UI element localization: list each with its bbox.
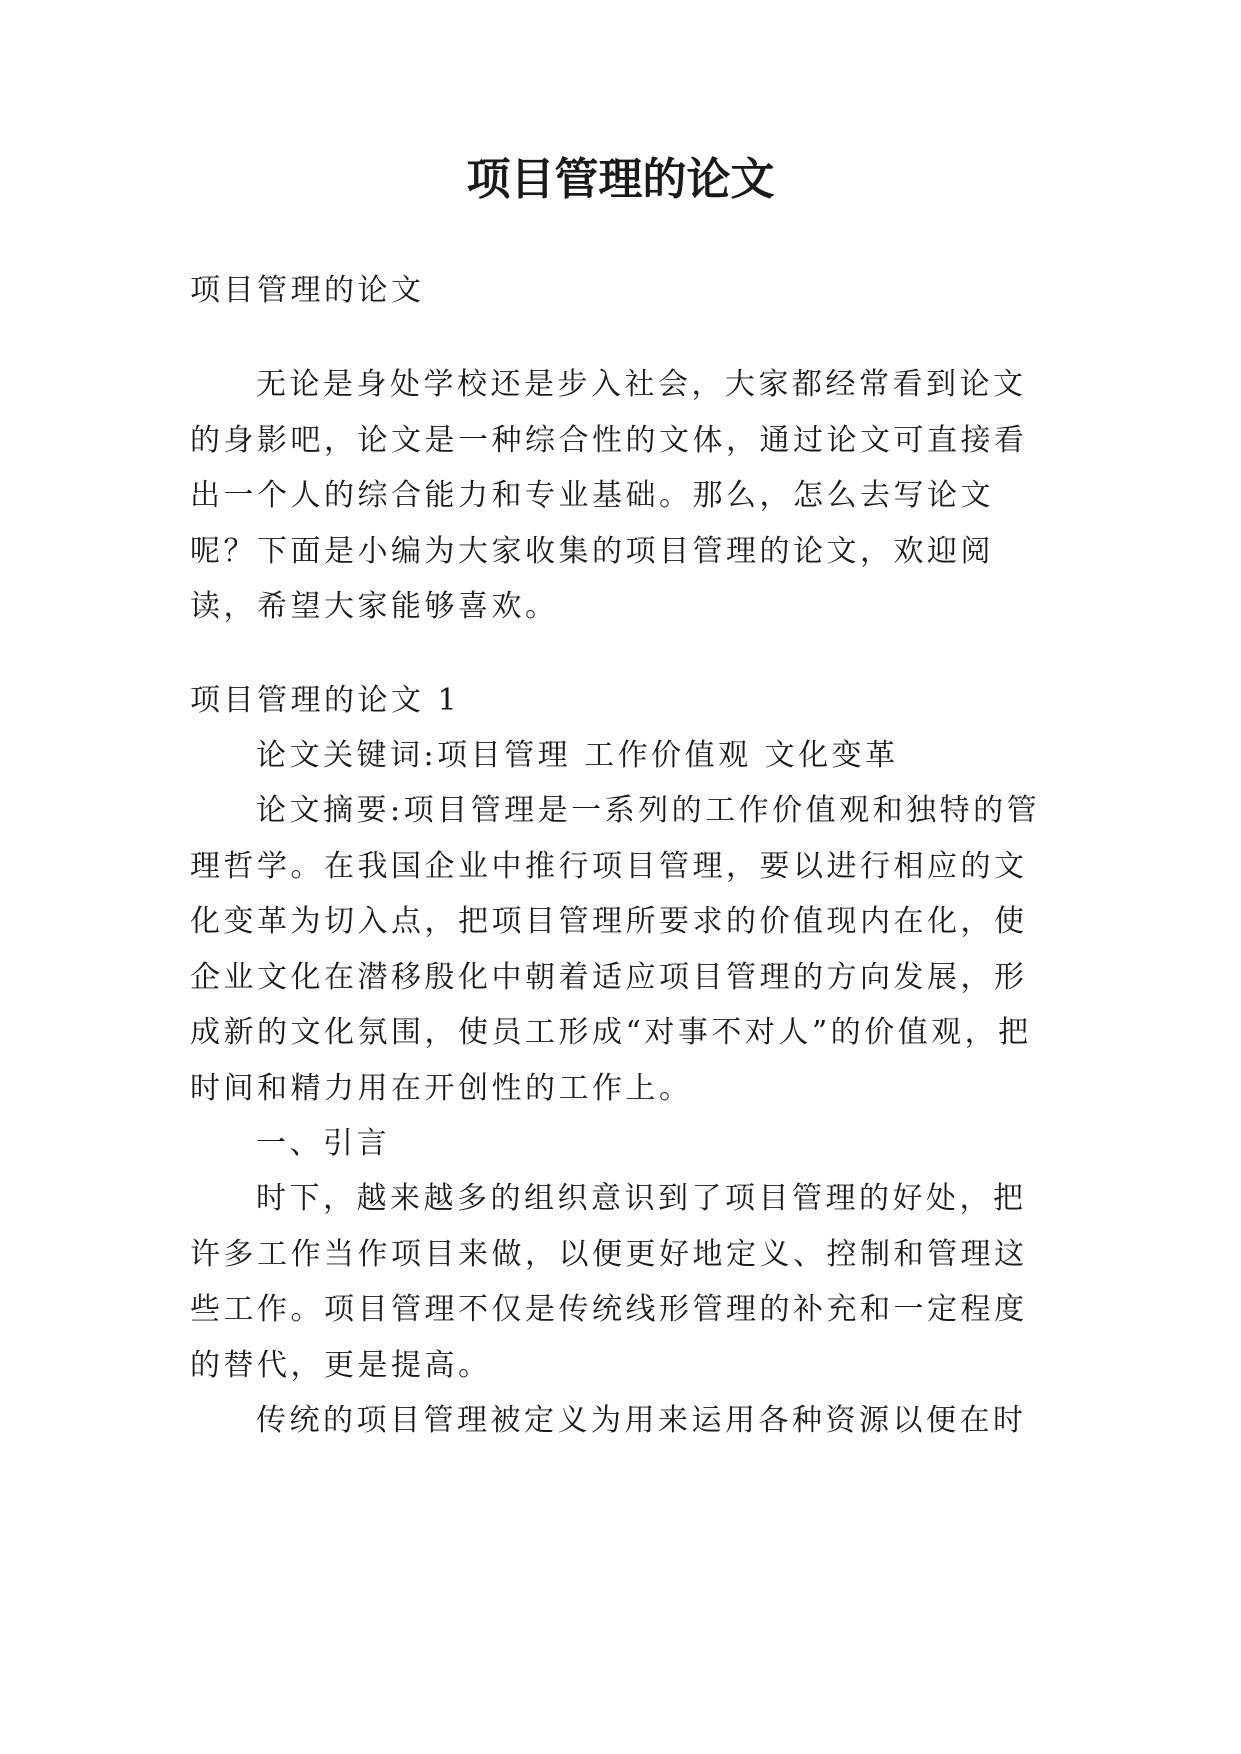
body-paragraph-continued: 传统的项目管理被定义为用来运用各种资源以便在时: [256, 1403, 1027, 1438]
section-heading: 项目管理的论文 1: [190, 683, 461, 718]
intro-paragraph: 无论是身处学校还是步入社会，大家都经常看到论文的身影吧，论文是一种综合性的文体，通过论文可直接看出一个人的综合能力和专业基础。那么，怎么去写论文呢？下面是小编为大家收集的项目管理的论文，欢迎阅读，希望大家能够喜欢。: [190, 367, 1028, 624]
body-paragraph: 时下，越来越多的组织意识到了项目管理的好处，把许多工作当作项目来做，以便更好地定义、控制和管理这些工作。项目管理不仅是传统线形管理的补充和一定程度的替代，更是提高。: [190, 1181, 1028, 1383]
abstract-paragraph: 论文摘要:项目管理是一系列的工作价值观和独特的管理哲学。在我国企业中推行项目管理，要以进行相应的文化变革为切入点，把项目管理所要求的价值现内在化，使企业文化在潜移殷化中朝着适应项目管理的方向发展，形成新的文化氛围，使员工形成“对事不对人”的价值观，把时间和精力用在开创性的工作上。: [190, 793, 1041, 1106]
intro-heading: 一、引言: [256, 1126, 390, 1161]
document-title: 项目管理的论文: [466, 154, 775, 205]
keywords-line: 论文关键词:项目管理 工作价值观 文化变革: [256, 738, 899, 773]
document-subtitle: 项目管理的论文: [190, 273, 425, 308]
